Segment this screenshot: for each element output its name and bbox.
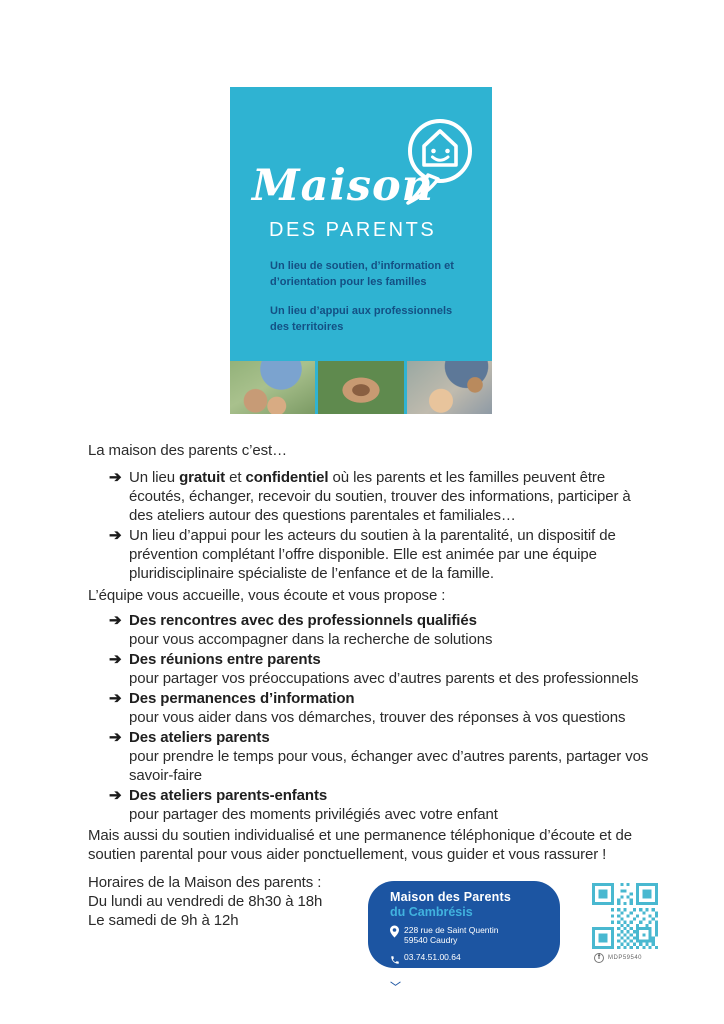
- phone-text: 03.74.51.00.64: [404, 952, 461, 962]
- closing-paragraph: Mais aussi du soutien individualisé et une permanence téléphonique d’écoute et de soutien parental pour vous aider ponctuellement, vous guider et vous rassurer !: [88, 827, 632, 863]
- service-title: Des réunions entre parents: [129, 651, 321, 668]
- adult-and-baby-feet-photo: [230, 361, 315, 414]
- facebook-row: [594, 953, 662, 963]
- arrow-bullet-icon: ➔: [109, 527, 122, 544]
- location-pin-icon: [390, 924, 404, 943]
- phone-row: [390, 951, 544, 970]
- contact-card: [368, 881, 560, 986]
- arrow-bullet-icon: ➔: [109, 469, 122, 486]
- contact-name: Maison des Parents: [390, 890, 512, 904]
- qr-code: [592, 883, 658, 949]
- poster-tagline-professionals: Un lieu d’appui aux professionnels des territoires: [270, 305, 453, 333]
- intro-line: La maison des parents c’est…: [88, 442, 287, 459]
- email-row: [390, 975, 544, 994]
- address-text: 228 rue de Saint Quentin 59540 Caudry: [404, 925, 499, 945]
- phone-icon: [390, 951, 404, 970]
- arrow-bullet-icon: ➔: [109, 787, 122, 804]
- service-item: [88, 786, 650, 824]
- service-desc: pour partager vos préoccupations avec d’autres parents et des professionnels: [129, 670, 639, 687]
- arrow-bullet-icon: ➔: [109, 651, 122, 668]
- stacked-hands-photo: [318, 361, 403, 414]
- service-desc: pour partager des moments privilégiés avec votre enfant: [129, 806, 498, 823]
- facebook-icon: f: [594, 953, 604, 963]
- hours-weekdays: Du lundi au vendredi de 8h30 à 18h: [88, 893, 323, 910]
- envelope-icon: [390, 975, 404, 994]
- poster-tagline-families: Un lieu de soutien, d’information et d’orientation pour les familles: [270, 260, 454, 288]
- about-bullet-1-text: Un lieu gratuit et confidentiel où les parents et les familles peuvent être écoutés, échanger, recevoir du soutien, trouver des informations, participer à des ateliers autour des questions parentales et familiales…: [129, 469, 631, 524]
- email-text: maisondesparents.caudry@epdsae.fr: [404, 976, 546, 986]
- service-title: Des ateliers parents: [129, 729, 270, 746]
- contact-region: du Cambrésis: [390, 905, 473, 919]
- arrow-bullet-icon: ➔: [109, 729, 122, 746]
- service-item: [88, 728, 650, 785]
- service-desc: pour prendre le temps pour vous, échanger avec d’autres parents, partager vos savoir-faire: [129, 748, 649, 784]
- service-title: Des permanences d’information: [129, 690, 355, 707]
- arrow-bullet-icon: ➔: [109, 690, 122, 707]
- service-desc: pour vous accompagner dans la recherche de solutions: [129, 631, 493, 648]
- service-title: Des rencontres avec des professionnels qualifiés: [129, 612, 477, 629]
- child-playing-blocks-photo: [407, 361, 492, 414]
- service-desc: pour vous aider dans vos démarches, trouver des réponses à vos questions: [129, 709, 626, 726]
- logo-caps-des-parents: DES PARENTS: [269, 219, 437, 241]
- photo-strip: [230, 361, 492, 414]
- about-bullet-1: [88, 468, 650, 525]
- body-copy: [88, 441, 650, 930]
- service-item: [88, 611, 650, 649]
- qr-block: [592, 883, 662, 963]
- about-bullet-2: [88, 526, 650, 583]
- logo-script-maison: Maison: [252, 161, 434, 211]
- service-title: Des ateliers parents-enfants: [129, 787, 328, 804]
- service-item: [88, 689, 650, 727]
- arrow-bullet-icon: ➔: [109, 612, 122, 629]
- about-bullet-2-text: Un lieu d’appui pour les acteurs du soutien à la parentalité, un dispositif de prévention complétant l’offre disponible. Elle est animée par une équipe pluridisciplinaire spécialiste de l’enfance et de la famille.: [129, 527, 616, 582]
- service-item: [88, 650, 650, 688]
- poster-card: [230, 87, 492, 414]
- services-list: [88, 611, 650, 824]
- team-intro-line: L’équipe vous accueille, vous écoute et vous propose :: [88, 587, 446, 604]
- address-row: [390, 924, 544, 945]
- hours-title: Horaires de la Maison des parents :: [88, 874, 322, 891]
- hours-saturday: Le samedi de 9h à 12h: [88, 912, 239, 929]
- facebook-handle: MDP59540: [608, 955, 643, 961]
